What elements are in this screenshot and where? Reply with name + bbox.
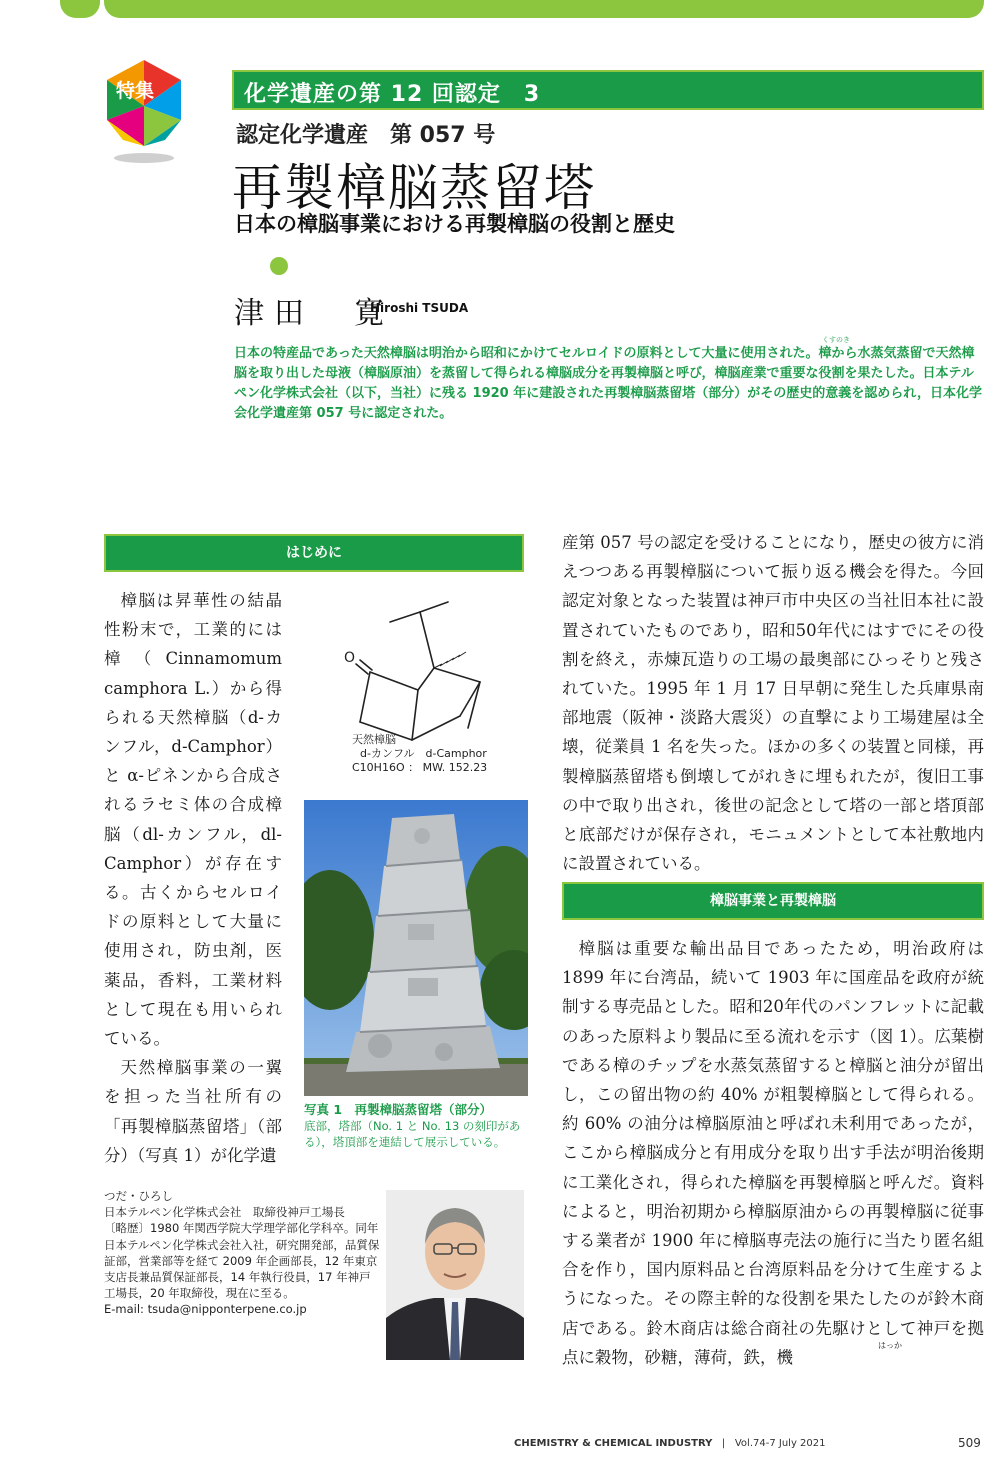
article-subtitle: 日本の樟脳事業における再製樟脳の役割と歴史: [234, 212, 675, 236]
structure-caption-formula: C10H16O ： MW. 152.23: [352, 761, 488, 774]
photo-caption-title: 写真 1 再製樟脳蒸留塔（部分）: [304, 1102, 493, 1117]
structure-caption-compound: d-カンフル d-Camphor: [360, 747, 487, 760]
heritage-number: 認定化学遺産 第 057 号: [236, 123, 496, 148]
photo-distillation-tower: [304, 800, 528, 1096]
section-heading-camphor: 樟脳事業と再製樟脳: [562, 882, 984, 920]
bio-affiliation: 日本テルペン化学株式会社 取締役神戸工場長: [104, 1205, 345, 1220]
oxygen-atom-label: O: [344, 650, 356, 666]
bio-history: 〔略歴〕1980 年関西学院大学理学部化学科卒。同年日本テルペン化学株式会社入社，研究開発部，品質保証部，営業部等を経て 2009 年企画部長，12 年東京支店長兼品質保証部長，14 年執行役員，17 年神戸工場長，20 年取締役，現在に至る。: [104, 1221, 380, 1301]
author-portrait-illustration: [386, 1190, 524, 1360]
lead-abstract: 日本の特産品であった天然樟脳は明治から昭和にかけてセルロイドの原料として大量に使用された。樟から水蒸気蒸留で天然樟脳を取り出した母液（樟脳原油）を蒸留して得られる樟脳成分を再製樟脳と呼び，樟脳産業で重要な役割を果たした。日本テルペン化学株式会社（以下，当社）に残る 1920 年に建設された再製樟脳蒸留塔（部分）がその歴史的意義を認められ，日本化学会化学遺産第 057 号に認定された。: [234, 346, 983, 421]
col1-paragraph-1: 樟脳は昇華性の結晶性粉末で，工業的には樟（Cinnamomum camphora L.）から得られる天然樟脳（d-カンフル，d-Camphor）と α-ピネンから合成されるラセミ体の合成樟脳（dl-カンフル，dl-Camphor）が存在する。古くからセルロイドの原料として大量に使用され，防虫剤，医薬品，香料，工業材料として現在も用いられている。: [104, 591, 282, 1049]
page-footer: [514, 1438, 825, 1449]
author-name-en: Hiroshi TSUDA: [370, 301, 469, 315]
author-portrait: [386, 1190, 524, 1360]
distillation-tower-illustration: [304, 800, 528, 1096]
journal-name: CHEMISTRY & CHEMICAL INDUSTRY: [514, 1438, 713, 1449]
journal-issue: Vol.74-7 July 2021: [734, 1438, 826, 1449]
section-heading-intro: はじめに: [104, 534, 524, 572]
feature-badge-label: 特集: [116, 80, 155, 102]
col1-paragraph-2: 天然樟脳事業の一翼を担った当社所有の「再製樟脳蒸留塔」（部分）（写真 1）が化学遺: [104, 1058, 282, 1165]
structure-caption-name: 天然樟脳: [352, 733, 396, 746]
col2-paragraph-2: 樟脳は重要な輸出品目であったため，明治政府は 1899 年に台湾品，続いて 1903 年に国産品を政府が統制する専売品とした。昭和20年代のパンフレットに記載のあった原料より製品に至る流れを示す（図 1）。広葉樹である樟のチップを水蒸気蒸留すると樟脳と油分が留出し，この留出物の約 40% が粗製樟脳として得られる。約 60% の油分は樟脳原油と呼ばれ未利用であったが，ここから樟脳成分と有用成分を取り出す手法が明治後期に工業化され，得られた樟脳を再製樟脳と呼んだ。資料によると，明治初期から樟脳原油からの再製樟脳に従事する業者が 1900 年に樟脳専売法の施行に当たり匿名組合を作り，国内原料品と台湾原料品を分けて生産するようになった。その際主幹的な役割を果たしたのが鈴木商店である。鈴木商店は総合商社の先駆けとして神戸を拠点に穀物，砂糖，薄荷，鉄，機: [562, 939, 984, 1367]
series-banner: [232, 70, 984, 110]
page-number: 509: [958, 1436, 981, 1450]
feature-badge-icon: [103, 58, 185, 168]
column-2-bottom: [562, 934, 984, 1372]
structure-caption: [352, 733, 487, 775]
col2-paragraph-1: 産第 057 号の認定を受けることになり，歴史の彼方に消えつつある再製樟脳について振り返る機会を得た。今回認定対象となった装置は神戸市中央区の当社旧本社に設置されていたものであり，昭和50年代にはすでにその役割を終え，赤煉瓦造りの工場の最奥部にひっそりと残されていた。1995 年 1 月 17 日早朝に発生した兵庫県南部地震（阪神・淡路大震災）の直撃により工場建屋は全壊，従業員 1 名を失った。ほかの多くの装置と同様，再製樟脳蒸留塔も倒壊してがれきに埋もれたが，復旧工事の中で取り出され，後世の記念として塔の一部と塔頂部と底部だけが保存され，モニュメントとして本社敷地内に設置されている。: [562, 533, 984, 874]
bio-reading: つだ・ひろし: [104, 1189, 173, 1203]
top-bar: [104, 0, 984, 18]
top-bar-left: [60, 0, 100, 18]
article-title: 再製樟脳蒸留塔: [232, 159, 596, 217]
author-name-jp: 津田 寛: [234, 296, 394, 331]
col2-ruby: はっか: [878, 1341, 902, 1350]
column-1: [104, 586, 282, 1170]
series-title: 化学遺産の第 12 回認定 3: [244, 82, 541, 107]
photo-caption-body: 底部，塔部（No. 1 と No. 13 の刻印がある），塔頂部を連結して展示している。: [304, 1119, 521, 1149]
bio-email: E-mail: tsuda@nipponterpene.co.jp: [104, 1302, 307, 1317]
author-bio: [104, 1188, 382, 1318]
column-2-top: [562, 528, 984, 878]
footer-separator: |: [715, 1438, 732, 1449]
green-dot-icon: [270, 257, 288, 275]
lead-ruby: くすのき: [822, 336, 850, 344]
